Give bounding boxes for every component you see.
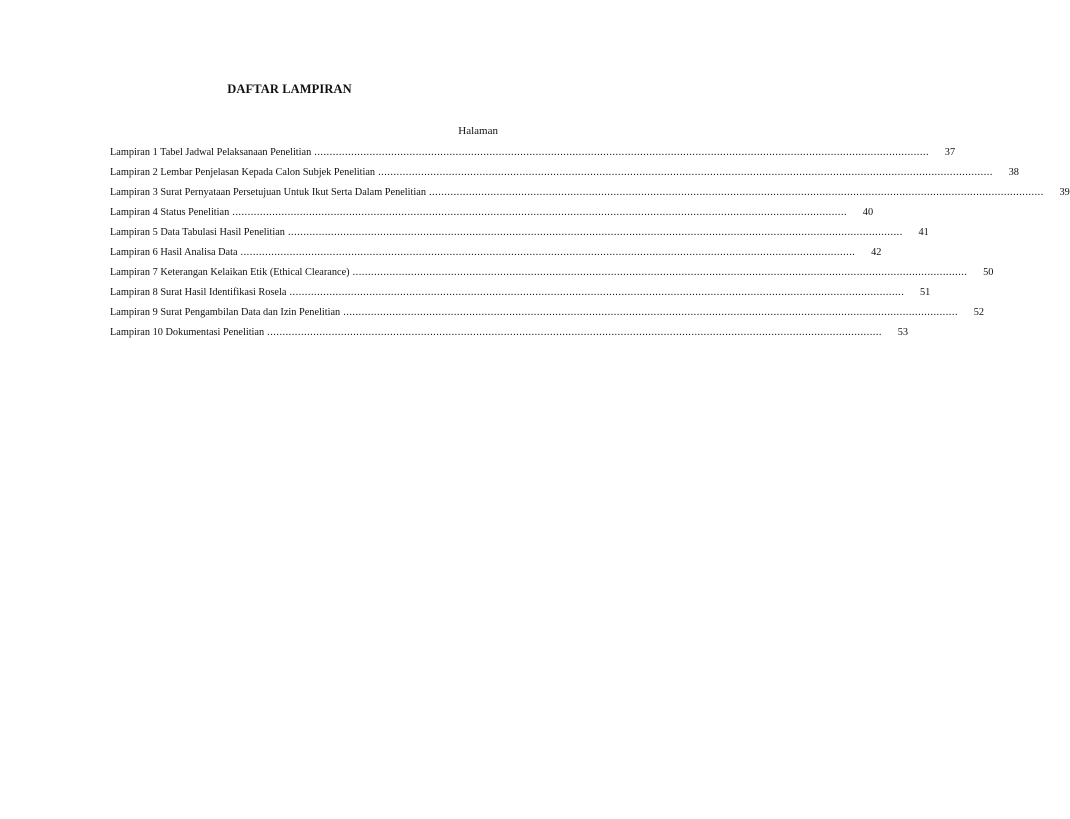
entry-page-number: 52 <box>973 307 985 318</box>
dot-leader: ........................................................................................................................................................................................................ <box>232 207 848 218</box>
entry-page-number: 40 <box>862 207 874 218</box>
entry-page-number: 37 <box>944 147 956 158</box>
entry-label: Lampiran 7 Keterangan Kelaikan Etik (Ethical Clearance) <box>110 267 350 278</box>
entry-page-number: 51 <box>919 287 931 298</box>
entry-page-number: 42 <box>871 247 882 258</box>
entry-label: Lampiran 1 Tabel Jadwal Pelaksanaan Penelitian <box>110 147 312 158</box>
appendix-list <box>110 143 1070 343</box>
list-item <box>110 183 1070 203</box>
entry-label: Lampiran 9 Surat Pengambilan Data dan Izin Penelitian <box>110 307 341 318</box>
dot-leader: ........................................................................................................................................................................................................ <box>267 327 882 338</box>
list-item <box>110 163 1019 183</box>
list-item <box>110 283 931 303</box>
entry-label: Lampiran 6 Hasil Analisa Data <box>110 247 238 258</box>
dot-leader: ........................................................................................................................................................................................................ <box>428 187 1044 198</box>
entry-label: Lampiran 4 Status Penelitian <box>110 207 230 218</box>
entry-page-number: 39 <box>1059 187 1070 198</box>
list-item <box>110 223 929 243</box>
entry-label: Lampiran 5 Data Tabulasi Hasil Penelitian <box>110 227 285 238</box>
list-item <box>110 243 882 263</box>
dot-leader: ........................................................................................................................................................................................................ <box>352 267 968 278</box>
entry-label: Lampiran 10 Dokumentasi Penelitian <box>110 327 265 338</box>
entry-page-number: 50 <box>983 267 994 278</box>
entry-label: Lampiran 8 Surat Hasil Identifikasi Rosela <box>110 287 287 298</box>
entry-label: Lampiran 2 Lembar Penjelasan Kepada Calon Subjek Penelitian <box>110 167 376 178</box>
entry-page-number: 38 <box>1008 167 1019 178</box>
entry-page-number: 41 <box>918 227 929 238</box>
list-item <box>110 203 874 223</box>
dot-leader: ........................................................................................................................................................................................................ <box>287 227 903 238</box>
dot-leader: ........................................................................................................................................................................................................ <box>314 147 930 158</box>
dot-leader: ........................................................................................................................................................................................................ <box>289 287 905 298</box>
entry-label: Lampiran 3 Surat Pernyataan Persetujuan Untuk Ikut Serta Dalam Penelitian <box>110 187 426 198</box>
list-item <box>110 143 956 163</box>
list-item <box>110 323 908 343</box>
page-title: DAFTAR LAMPIRAN <box>227 82 352 96</box>
dot-leader: ........................................................................................................................................................................................................ <box>343 307 959 318</box>
page-column-label: Halaman <box>458 125 498 137</box>
dot-leader: ........................................................................................................................................................................................................ <box>240 247 856 258</box>
entry-page-number: 53 <box>897 327 908 338</box>
dot-leader: ........................................................................................................................................................................................................ <box>378 167 993 178</box>
list-item <box>110 263 994 283</box>
list-item <box>110 303 985 323</box>
